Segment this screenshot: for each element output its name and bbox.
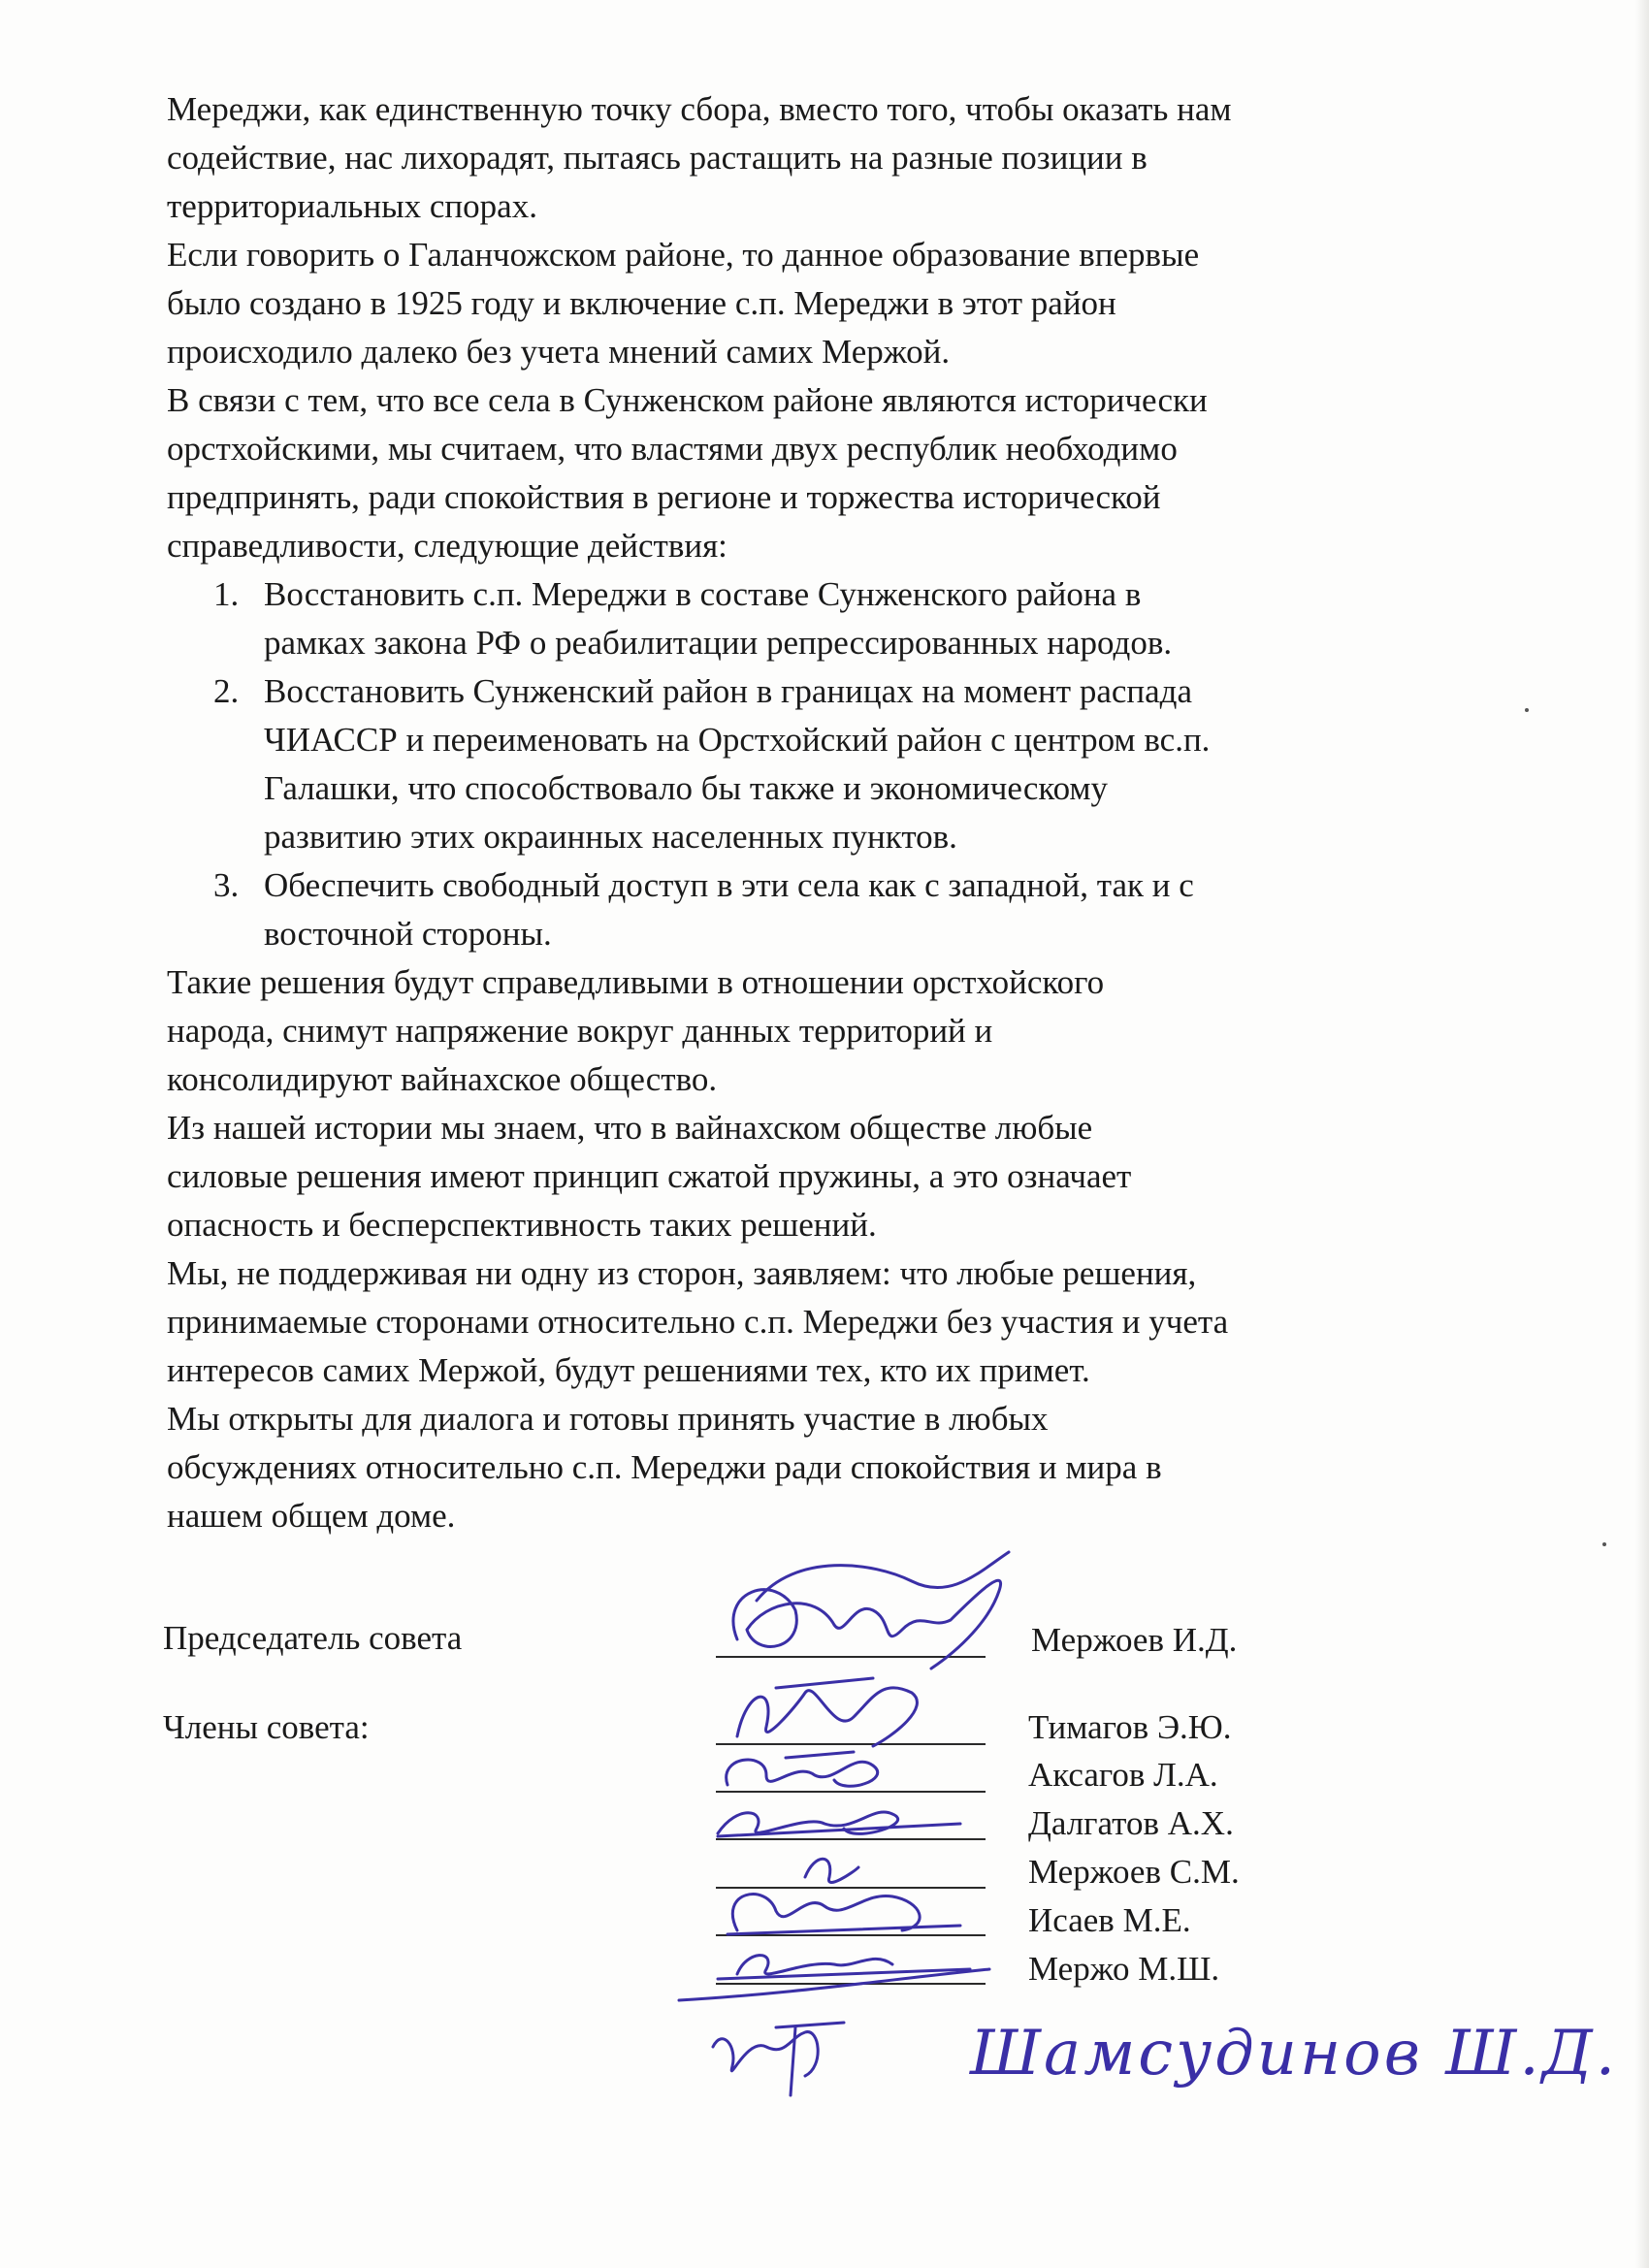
member-name: Тимагов Э.Ю. [1028,1708,1232,1746]
list-number: 3. [213,866,240,904]
member-signature-line [716,1887,986,1889]
text-line: ЧИАССР и переименовать на Орстхойский район с центром вс.п. [264,721,1211,759]
text-line: народа, снимут напряжение вокруг данных территорий и [167,1012,993,1050]
text-line: Мы, не поддерживая ни одну из сторон, заявляем: что любые решения, [167,1254,1197,1292]
chair-label: Председатель совета [163,1619,463,1657]
text-line: Из нашей истории мы знаем, что в вайнахском обществе любые [167,1109,1093,1147]
signature-scribble [776,1678,873,1688]
text-line: обсуждениях относительно с.п. Мереджи ради спокойствия и мира в [167,1448,1162,1486]
signature-scribble [713,2023,844,2095]
scan-speck [1525,708,1529,712]
text-line: Восстановить Сунженский район в границах на момент распада [264,672,1192,710]
text-line: справедливости, следующие действия: [167,527,728,565]
chair-signature-line [716,1656,986,1658]
handwritten-name: Шамсудинов Ш.Д. [970,2018,1619,2090]
text-line: рамках закона РФ о реабилитации репрессированных народов. [264,624,1173,662]
text-line: нашем общем доме. [167,1497,456,1535]
member-name: Мержоев С.М. [1028,1853,1240,1891]
member-name: Далгатов А.Х. [1028,1804,1234,1842]
text-line: развитию этих окраинных населенных пунктов. [264,818,957,856]
signature-scribble [805,1859,858,1882]
member-signature-line [716,1743,986,1745]
signature-scribble [737,1688,917,1746]
text-line: содействие, нас лихорадят, пытаясь растащить на разные позиции в [167,139,1148,177]
signature-scribble [679,1969,989,2000]
member-signature-line [716,1983,986,1985]
text-line: силовые решения имеют принцип сжатой пружины, а это означает [167,1157,1132,1195]
text-line: принимаемые сторонами относительно с.п. Мереджи без участия и учета [167,1303,1229,1341]
text-line: орстхойскими, мы считаем, что властями двух республик необходимо [167,430,1178,468]
text-line: происходило далеко без учета мнений самих Мержой. [167,333,951,371]
members-label: Члены совета: [163,1708,370,1746]
member-signature-line [716,1791,986,1793]
signature-scribble [718,1812,960,1836]
scan-speck [1602,1542,1606,1546]
signature-scribble [718,1956,970,1979]
text-line: Такие решения будут справедливыми в отношении орстхойского [167,963,1105,1001]
member-signature-line [716,1838,986,1840]
text-line: Галашки, что способствовало бы также и экономическому [264,769,1109,807]
member-name: Исаев М.Е. [1028,1901,1191,1939]
text-line: консолидируют вайнахское общество. [167,1060,718,1098]
member-signature-line [716,1934,986,1936]
text-line: интересов самих Мержой, будут решениями тех, кто их примет. [167,1351,1090,1389]
text-line: Мереджи, как единственную точку сбора, вместо того, чтобы оказать нам [167,90,1232,128]
list-number: 2. [213,672,240,710]
signature-scribble [728,1895,960,1934]
text-line: Если говорить о Галанчожском районе, то данное образование впервые [167,236,1200,274]
text-line: опасность и бесперспективность таких решений. [167,1206,877,1244]
text-line: предпринять, ради спокойствия в регионе и торжества исторической [167,478,1161,516]
text-line: Мы открыты для диалога и готовы принять участие в любых [167,1400,1049,1438]
chair-name: Мержоев И.Д. [1031,1621,1238,1659]
text-line: В связи с тем, что все села в Сунженском районе являются исторически [167,381,1208,419]
text-line: Восстановить с.п. Мереджи в составе Сунженского района в [264,575,1142,613]
text-line: Обеспечить свободный доступ в эти села как с западной, так и с [264,866,1194,904]
signature-scribble [757,1552,1009,1601]
text-line: было создано в 1925 году и включение с.п. Мереджи в этот район [167,284,1116,322]
text-line: восточной стороны. [264,915,552,953]
member-name: Аксагов Л.А. [1028,1756,1218,1794]
signature-scribble [727,1752,878,1786]
text-line: территориальных спорах. [167,187,537,225]
list-number: 1. [213,575,240,613]
member-name: Мержо М.Ш. [1028,1950,1220,1988]
